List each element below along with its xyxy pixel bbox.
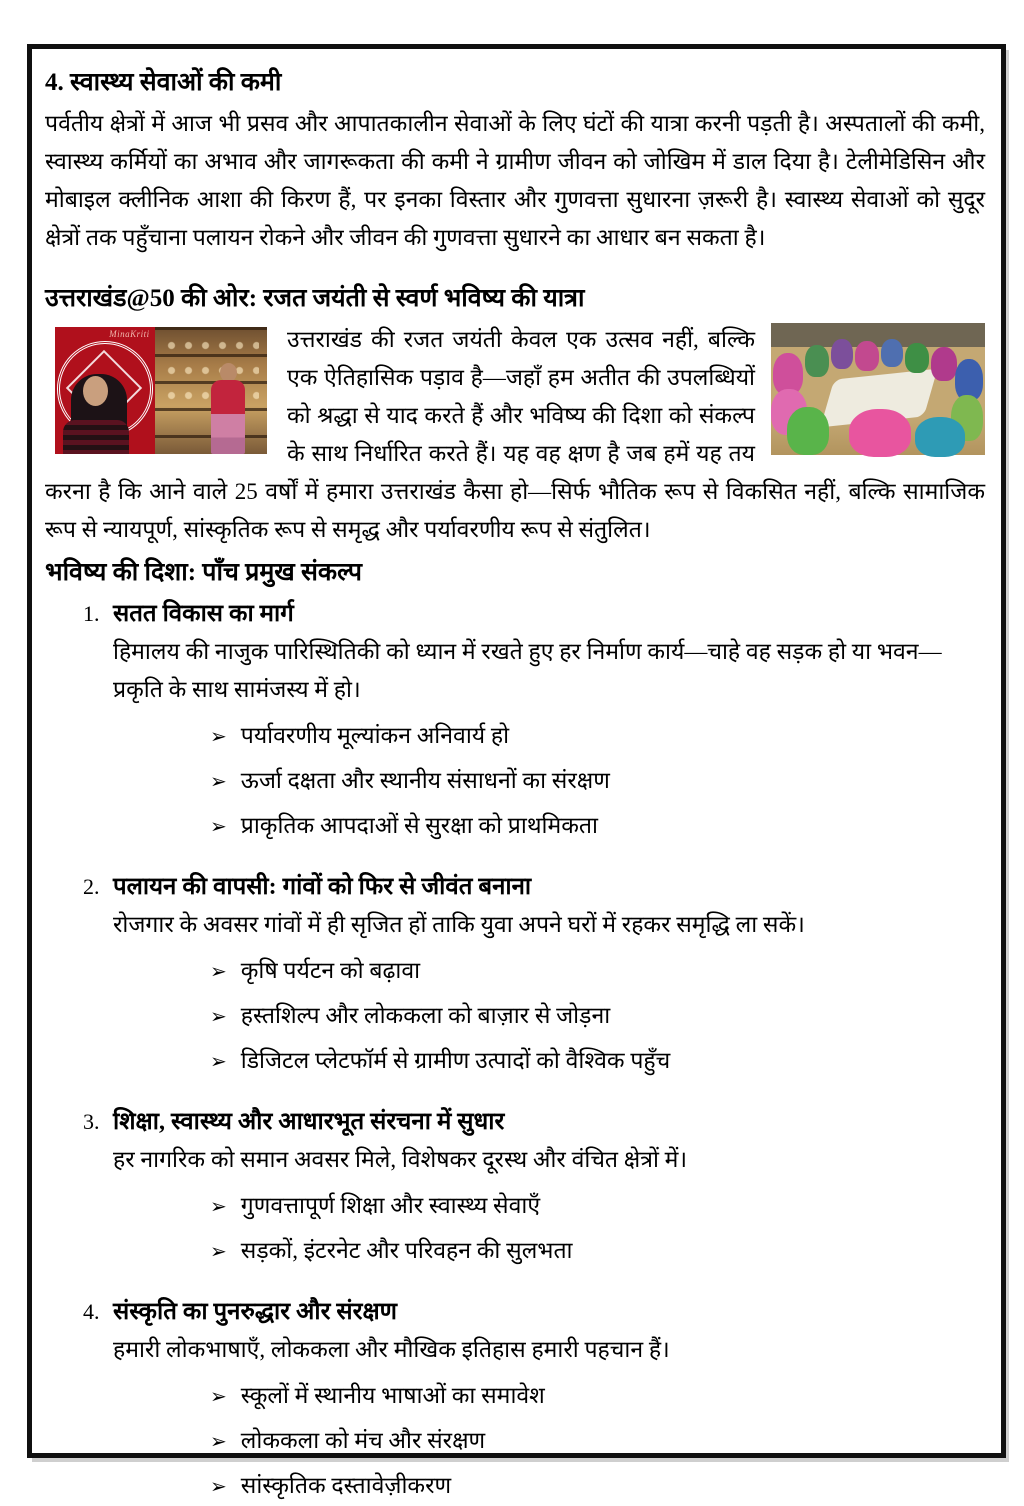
bullet-text: सांस्कृतिक दस्तावेज़ीकरण [240, 1473, 452, 1498]
bullet-line [210, 1042, 985, 1081]
bullet-text: डिजिटल प्लेटफॉर्म से ग्रामीण उत्पादों को वैश्विक पहुँच [240, 1048, 671, 1073]
item-title: संस्कृति का पुनरुद्धार और संरक्षण [113, 1299, 398, 1325]
arrow-bullet-icon: ➢ [210, 726, 227, 748]
bullet-line [210, 1422, 985, 1461]
bullet-text: सड़कों, इंटरनेट और परिवहन की सुलभता [240, 1238, 573, 1263]
item-title: पलायन की वापसी: गांवों को फिर से जीवंत बनाना [113, 874, 532, 900]
item-number: 3. [83, 1109, 100, 1134]
item-number: 4. [83, 1299, 100, 1324]
woman-figure [931, 347, 957, 381]
direction-item-1 [83, 595, 985, 846]
woman-figure [831, 339, 853, 369]
arrow-bullet-icon: ➢ [210, 1006, 227, 1028]
bullet-text: लोककला को मंच और संरक्षण [240, 1428, 486, 1453]
direction-item-head [83, 595, 985, 633]
bullet-text: हस्तशिल्प और लोककला को बाज़ार से जोड़ना [240, 1003, 611, 1028]
item-body: हिमालय की नाजुक पारिस्थितिकी को ध्यान में रखते हुए हर निर्माण कार्य—चाहे वह सड़क हो या भवन—प्रकृति के साथ सामंजस्य में हो। [113, 639, 942, 702]
bullet-line [210, 952, 985, 991]
direction-item-head [83, 868, 985, 906]
item-body: हमारी लोकभाषाएँ, लोककला और मौखिक इतिहास हमारी पहचान हैं। [113, 1337, 670, 1362]
document-page [27, 44, 1006, 1498]
jubilee-section-body: उत्तराखंड की रजत जयंती केवल एक उत्सव नहीं, बल्कि एक ऐतिहासिक पड़ाव है—जहाँ हम अतीत की उपलब्धियों को श्रद्धा से याद करते हैं और भविष्य की दिशा को संकल्प के साथ निर्धारित करते हैं। यह वह क्षण है जब हमें यह तय करना है कि आने वाले 25 वर्षों में हमारा उत्तराखंड कैसा हो—सिर्फ भौतिक रूप से विकसित नहीं, बल्कि सामाजिक रूप से न्यायपूर्ण, सांस्कृतिक रूप से समृद्ध और पर्यावरणीय रूप से संतुलित। [45, 327, 985, 542]
bullet-line [210, 1467, 985, 1506]
direction-item-head [83, 1293, 985, 1331]
aipan-art-portrait [55, 327, 155, 454]
jubilee-flow-block [45, 321, 985, 549]
woman-figure [805, 345, 829, 377]
woman-figure [915, 417, 965, 457]
village-women-meeting-photo [771, 323, 985, 455]
arrow-bullet-icon: ➢ [210, 1051, 227, 1073]
item-bullets [210, 952, 985, 1081]
woman-figure [855, 341, 879, 371]
portrait-figure-torso [63, 420, 129, 454]
item-bullets [210, 1187, 985, 1271]
woman-figure [881, 339, 903, 367]
bullet-text: पर्यावरणीय मूल्यांकन अनिवार्य हो [240, 723, 510, 748]
bullet-text: ऊर्जा दक्षता और स्थानीय संसाधनों का संरक्षण [240, 768, 610, 793]
bullet-text: प्राकृतिक आपदाओं से सुरक्षा को प्राथमिकता [240, 813, 598, 838]
bullet-line [210, 762, 985, 801]
arrow-bullet-icon: ➢ [210, 961, 227, 983]
arrow-bullet-icon: ➢ [210, 1431, 227, 1453]
bullet-line [210, 717, 985, 756]
arrow-bullet-icon: ➢ [210, 771, 227, 793]
arrow-bullet-icon: ➢ [210, 816, 227, 838]
section-health-services [45, 63, 985, 257]
woman-figure [787, 407, 829, 455]
bullet-line [210, 997, 985, 1036]
health-section-heading: 4. स्वास्थ्य सेवाओं की कमी [45, 69, 282, 96]
arrow-bullet-icon: ➢ [210, 1196, 227, 1218]
portrait-figure-face [83, 376, 108, 406]
item-body: हर नागरिक को समान अवसर मिले, विशेषकर दूरस्थ और वंचित क्षेत्रों में। [113, 1147, 688, 1172]
bullet-text: कृषि पर्यटन को बढ़ावा [240, 958, 421, 983]
bullet-line [210, 1377, 985, 1416]
item-number: 2. [83, 874, 100, 899]
bullet-line [210, 807, 985, 846]
section-uttarakhand-50 [45, 279, 985, 549]
bullet-line [210, 1232, 985, 1271]
direction-item-3 [83, 1103, 985, 1271]
women-entrepreneurs-collage-photo [55, 327, 267, 454]
future-directions-heading: भविष्य की दिशा: पाँच प्रमुख संकल्प [45, 559, 363, 586]
arrow-bullet-icon: ➢ [210, 1241, 227, 1263]
health-section-body: पर्वतीय क्षेत्रों में आज भी प्रसव और आपातकालीन सेवाओं के लिए घंटों की यात्रा करनी पड़ती है। अस्पतालों की कमी, स्वास्थ्य कर्मियों का अभाव और जागरूकता की कमी ने ग्रामीण जीवन को जोखिम में डाल दिया है। टेलीमेडिसिन और मोबाइल क्लीनिक आशा की किरण हैं, पर इनका विस्तार और गुणवत्ता सुधारना ज़रूरी है। स्वास्थ्य सेवाओं को सुदूर क्षेत्रों तक पहुँचाना पलायन रोकने और जीवन की गुणवत्ता सुधारने का आधार बन सकता है। [45, 111, 985, 250]
direction-item-head [83, 1103, 985, 1141]
item-bullets [210, 1377, 985, 1506]
woman-figure [849, 409, 911, 457]
bullet-line [210, 1187, 985, 1226]
item-title: सतत विकास का मार्ग [113, 601, 294, 627]
shop-shelves-portrait [155, 327, 267, 454]
item-bullets [210, 717, 985, 846]
item-number: 1. [83, 601, 100, 626]
direction-item-2 [83, 868, 985, 1081]
direction-item-4 [83, 1293, 985, 1506]
bullet-text: स्कूलों में स्थानीय भाषाओं का समावेश [240, 1383, 545, 1408]
bullet-text: गुणवत्तापूर्ण शिक्षा और स्वास्थ्य सेवाएँ [240, 1193, 541, 1218]
item-title: शिक्षा, स्वास्थ्य और आधारभूत संरचना में सुधार [113, 1109, 505, 1135]
jubilee-section-heading: उत्तराखंड@50 की ओर: रजत जयंती से स्वर्ण भविष्य की यात्रा [45, 285, 585, 312]
arrow-bullet-icon: ➢ [210, 1476, 227, 1498]
woman-figure [905, 343, 929, 373]
photo-watermark: MinaKriti [109, 329, 150, 339]
shop-figure-body [211, 380, 245, 454]
arrow-bullet-icon: ➢ [210, 1386, 227, 1408]
item-body: रोजगार के अवसर गांवों में ही सृजित हों ताकि युवा अपने घरों में रहकर समृद्धि ला सकें। [113, 912, 805, 937]
